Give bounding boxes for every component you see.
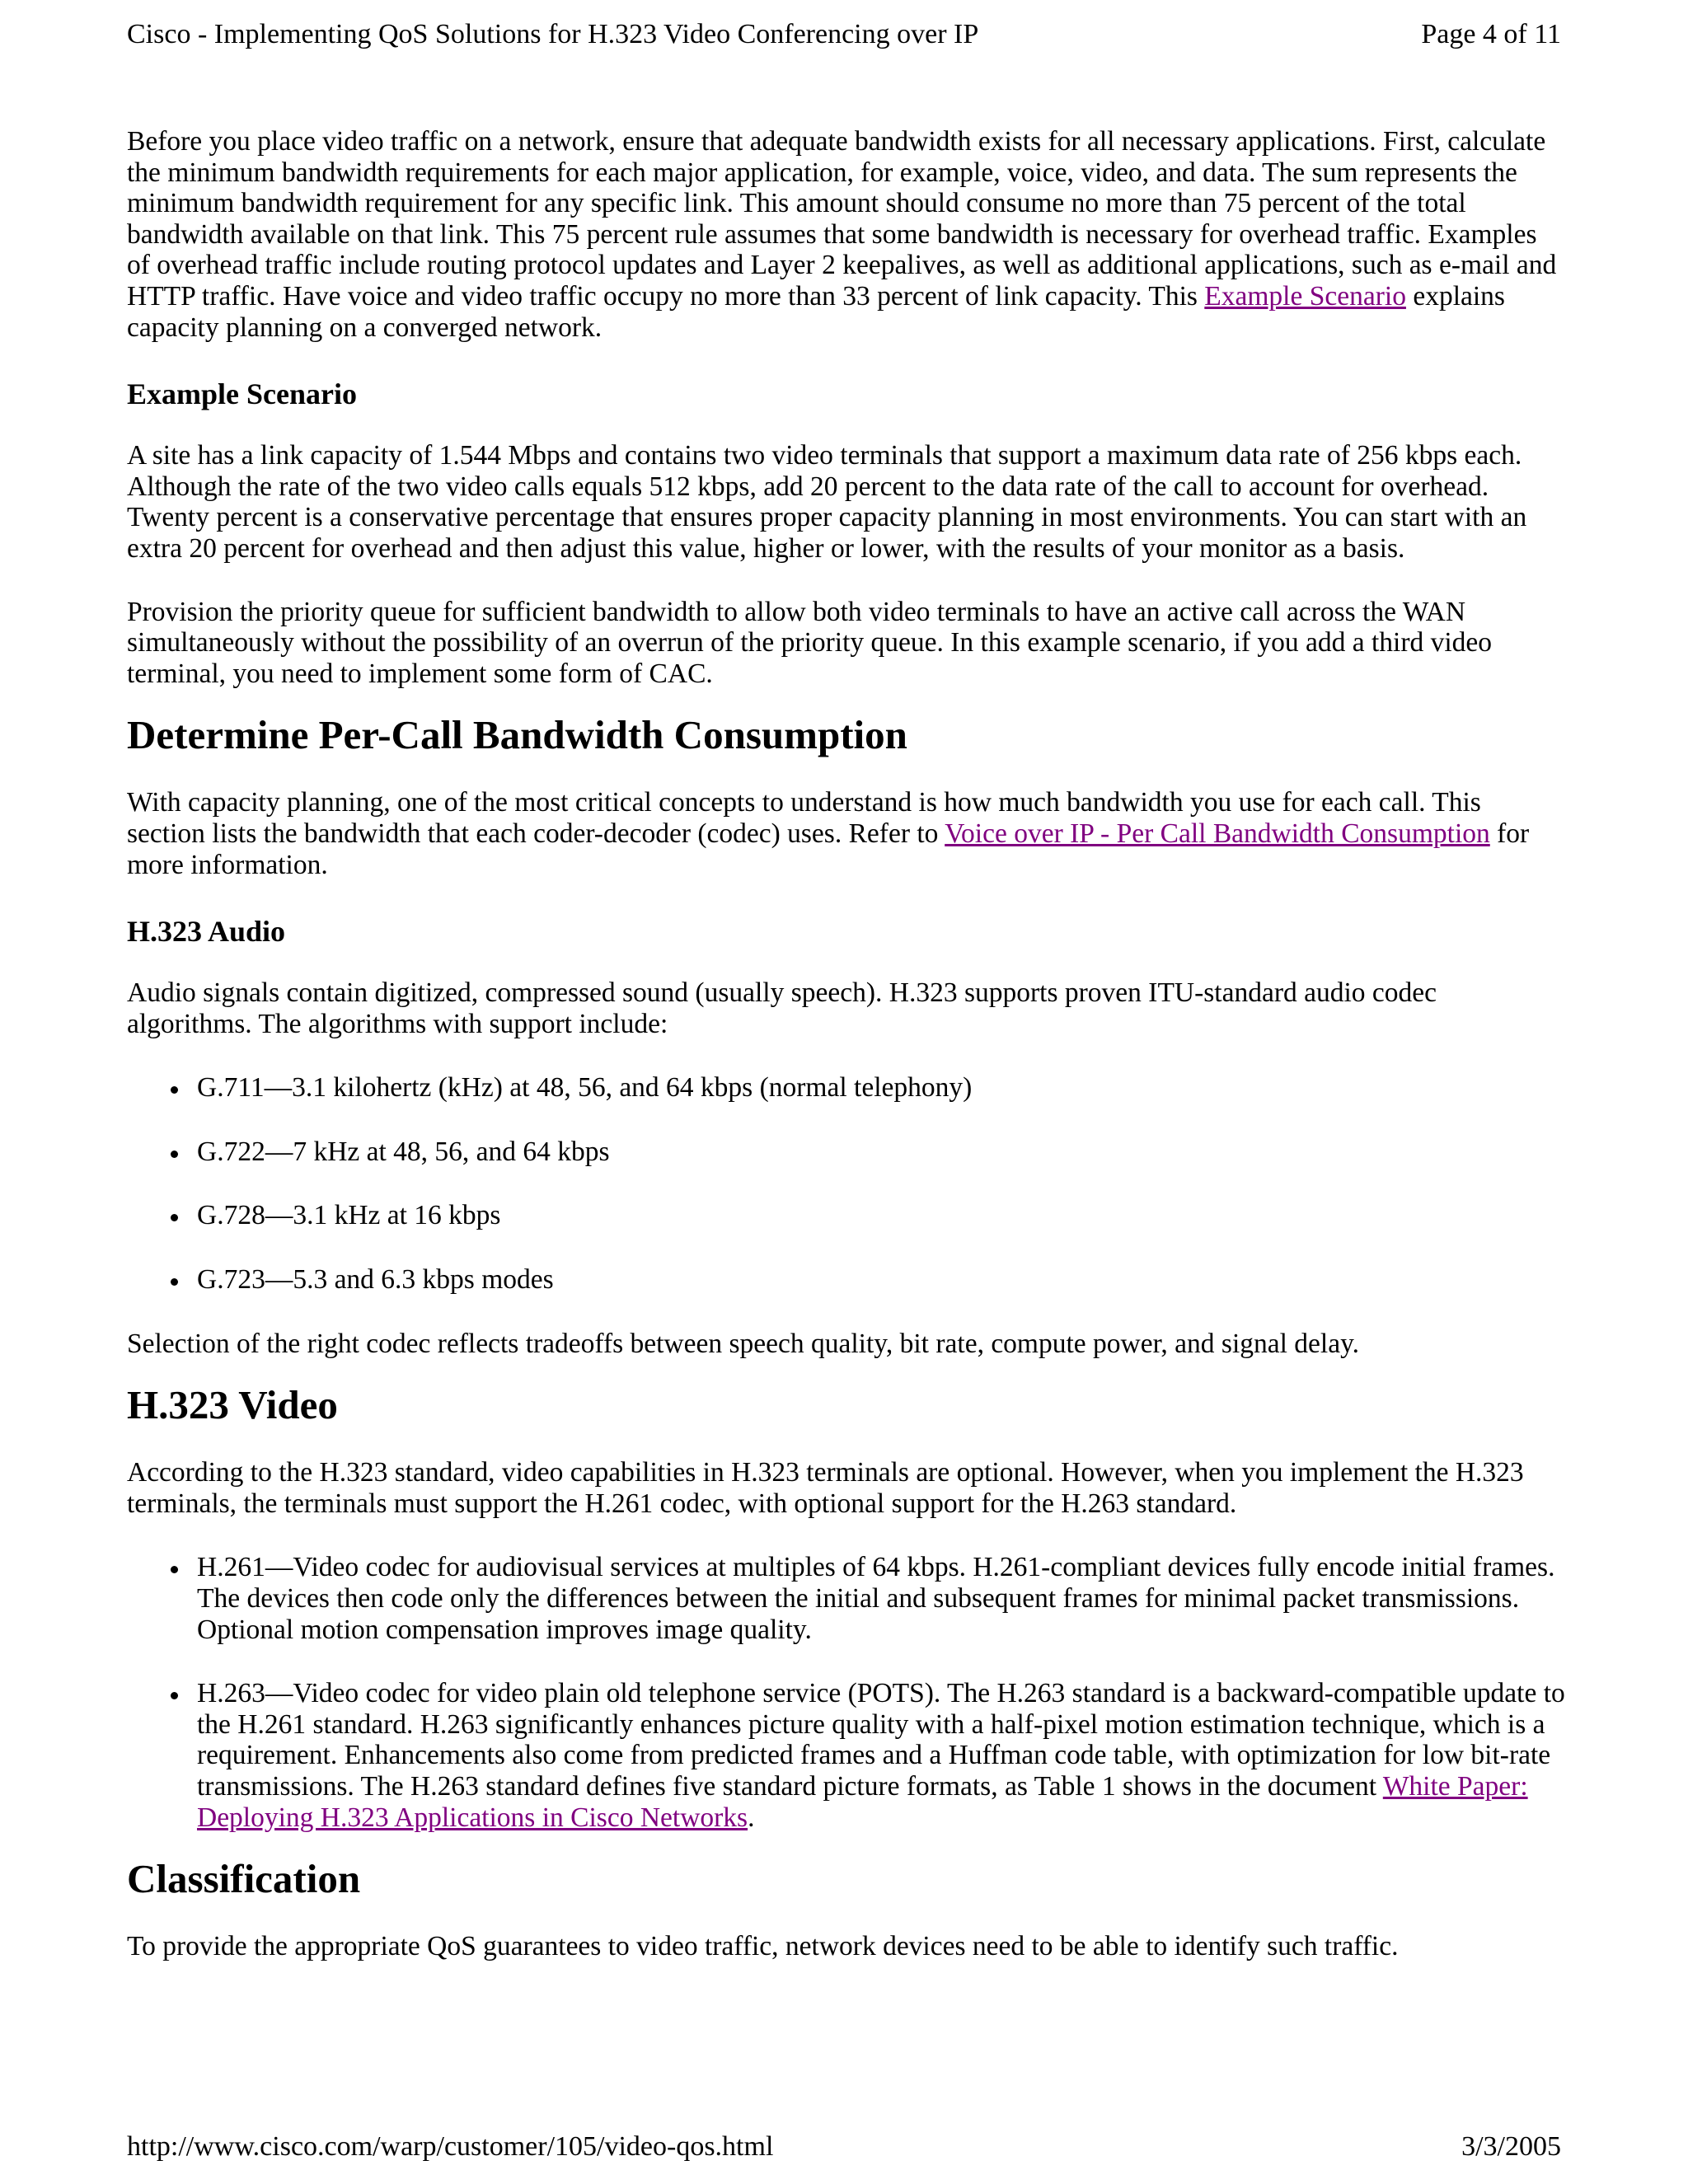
video-heading: H.323 Video <box>127 1382 338 1428</box>
bandwidth-heading: Determine Per-Call Bandwidth Consumption <box>127 712 907 758</box>
example-paragraph-2: Provision the priority queue for sufficient bandwidth to allow both video terminals to have an active call across the WAN simultaneously without the possibility of an overrun of the priority queue. In this example scenario, if you add a third video terminal, you need to implement some form of CAC. <box>127 596 1493 689</box>
bandwidth-text: With capacity planning, one of the most critical concepts to understand is how much bandwidth you use for each call. This section lists the bandwidth that each coder-decoder (codec) uses. Refer to <box>127 787 1481 849</box>
page-header-title: Cisco - Implementing QoS Solutions for H.323 Video Conferencing over IP <box>127 19 979 49</box>
document-body <box>127 126 1565 1962</box>
h263-text: H.263—Video codec for video plain old telephone service (POTS). The H.263 standard is a backward-compatible update to the H.261 standard. H.263 significantly enhances picture quality with a half-pixel motion estimation technique, which is a requirement. Enhancements also come from predicted frames and a Huffman code table, with optimization for low bit-rate transmissions. The H.263 standard defines five standard picture formats, as Table 1 shows in the document <box>197 1678 1565 1802</box>
example-scenario-link[interactable]: Example Scenario <box>1204 280 1406 312</box>
audio-heading: H.323 Audio <box>127 915 286 949</box>
bandwidth-tail: for more information. <box>127 818 1530 880</box>
audio-codec-list <box>127 1072 1565 1295</box>
audio-paragraph: Audio signals contain digitized, compressed sound (usually speech). H.323 supports proven ITU-standard audio codec algorithms. The algorithms with support include: <box>127 977 1437 1039</box>
list-item: G.723—5.3 and 6.3 kbps modes <box>127 1264 1565 1296</box>
classification-heading: Classification <box>127 1856 361 1902</box>
list-item: G.711—3.1 kilohertz (kHz) at 48, 56, and 64 kbps (normal telephony) <box>127 1072 1565 1104</box>
page-number: Page 4 of 11 <box>1421 19 1561 49</box>
white-paper-link[interactable]: White Paper: Deploying H.323 Applications in Cisco Networks <box>197 1771 1528 1833</box>
video-codec-list <box>127 1552 1565 1833</box>
list-item: H.261—Video codec for audiovisual services at multiples of 64 kbps. H.261-compliant devices fully encode initial frames. The devices then code only the differences between the initial and subsequent frames for minimal packet transmissions. Optional motion compensation improves image quality. <box>127 1552 1565 1645</box>
list-item <box>127 1678 1565 1833</box>
intro-paragraph <box>127 126 1565 343</box>
list-item: G.722—7 kHz at 48, 56, and 64 kbps <box>127 1137 1565 1168</box>
video-paragraph: According to the H.323 standard, video capabilities in H.323 terminals are optional. However, when you implement the H.323 terminals, the terminals must support the H.261 codec, with optional support for the H.263 standard. <box>127 1457 1524 1519</box>
example-paragraph-1: A site has a link capacity of 1.544 Mbps and contains two video terminals that support a maximum data rate of 256 kbps each. Although the rate of the two video calls equals 512 kbps, add 20 percent to the data rate of the call to account for overhead. Twenty percent is a conservative percentage that ensures proper capacity planning in most environments. You can start with an extra 20 percent for overhead and then adjust this value, higher or lower, with the results of your monitor as a basis. <box>127 440 1527 564</box>
intro-text: Before you place video traffic on a network, ensure that adequate bandwidth exists for all necessary applications. First, calculate the minimum bandwidth requirements for each major application, for example, voice, video, and data. The sum represents the minimum bandwidth requirement for any specific link. This amount should consume no more than 75 percent of the total bandwidth available on that link. This 75 percent rule assumes that some bandwidth is necessary for overhead traffic. Examples of overhead traffic include routing protocol updates and Layer 2 keepalives, as well as additional applications, such as e-mail and HTTP traffic. Have voice and video traffic occupy no more than 33 percent of link capacity. This <box>127 126 1557 312</box>
page-footer-url: http://www.cisco.com/warp/customer/105/video-qos.html <box>127 2131 774 2162</box>
h263-tail: . <box>748 1802 755 1833</box>
classification-paragraph: To provide the appropriate QoS guarantees to video traffic, network devices need to be able to identify such traffic. <box>127 1931 1399 1962</box>
example-scenario-heading: Example Scenario <box>127 377 357 411</box>
audio-after-paragraph: Selection of the right codec reflects tradeoffs between speech quality, bit rate, compute power, and signal delay. <box>127 1328 1360 1359</box>
list-item: G.728—3.1 kHz at 16 kbps <box>127 1200 1565 1231</box>
bandwidth-paragraph <box>127 787 1565 880</box>
page-footer-date: 3/3/2005 <box>1461 2131 1561 2162</box>
voip-bandwidth-link[interactable]: Voice over IP - Per Call Bandwidth Consumption <box>945 818 1490 849</box>
intro-tail: explains capacity planning on a converged network. <box>127 280 1505 343</box>
